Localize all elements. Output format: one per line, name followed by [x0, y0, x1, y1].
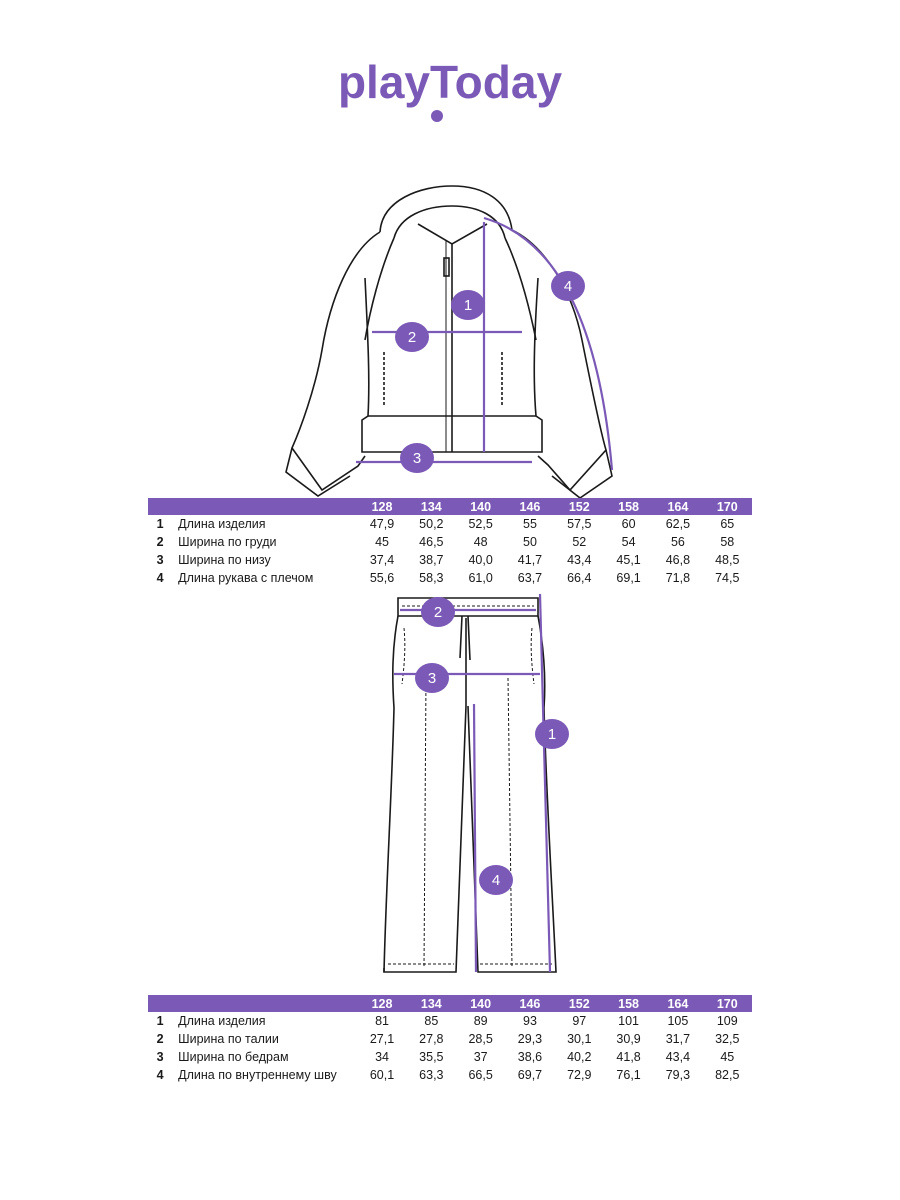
svg-text:2: 2: [433, 604, 443, 621]
size-header: 134: [407, 995, 456, 1012]
cell-value: 97: [572, 1014, 587, 1028]
row-number: 3: [156, 553, 164, 567]
cell-value: 50,2: [419, 517, 444, 531]
jacket-diagram: [0, 180, 900, 500]
table-row: [148, 1012, 752, 1030]
row-label: Длина изделия: [178, 1014, 266, 1028]
logo-dot: [431, 110, 443, 122]
cell-value: 45,1: [616, 553, 641, 567]
size-header: 164: [653, 498, 702, 515]
row-number: 4: [156, 571, 164, 585]
pants-marker-3: [415, 663, 449, 693]
row-number: 3: [156, 1050, 164, 1064]
cell-value: 55,6: [369, 571, 395, 585]
cell-value: 71,8: [665, 571, 691, 585]
row-label: Ширина по низу: [178, 553, 271, 567]
row-label: Длина по внутреннему шву: [178, 1068, 337, 1082]
size-header: 152: [555, 995, 604, 1012]
cell-value: 85: [424, 1014, 439, 1028]
cell-value: 62,5: [665, 517, 691, 531]
table-row: [148, 1048, 752, 1066]
cell-value: 60: [621, 517, 636, 531]
cell-value: 47,9: [369, 517, 395, 531]
svg-text:4: 4: [563, 278, 573, 295]
size-header: 140: [456, 498, 505, 515]
cell-value: 30,9: [616, 1032, 641, 1046]
table-row: [148, 569, 752, 587]
table-row: [148, 551, 752, 569]
cell-value: 27,1: [369, 1032, 395, 1046]
cell-value: 45: [720, 1050, 735, 1064]
cell-value: 43,4: [567, 553, 592, 567]
cell-value: 40,0: [468, 553, 493, 567]
cell-value: 52,5: [468, 517, 493, 531]
cell-value: 93: [523, 1014, 537, 1028]
svg-text:1: 1: [547, 726, 557, 743]
cell-value: 57,5: [567, 517, 592, 531]
pants-marker-2: [421, 597, 455, 627]
cell-value: 38,7: [419, 553, 444, 567]
size-header: 134: [407, 498, 456, 515]
cell-value: 72,9: [567, 1068, 592, 1082]
jacket-marker-4: [551, 271, 585, 301]
jacket-marker-2: [395, 322, 429, 352]
cell-value: 41,8: [616, 1050, 641, 1064]
cell-value: 56: [670, 535, 685, 549]
pants-table-header: [148, 995, 752, 1012]
cell-value: 35,5: [419, 1050, 444, 1064]
cell-value: 50: [523, 535, 537, 549]
jacket-table-header: [148, 498, 752, 515]
header-label: [172, 995, 357, 1012]
cell-value: 101: [618, 1014, 640, 1028]
size-header: 140: [456, 995, 505, 1012]
cell-value: 109: [716, 1014, 738, 1028]
cell-value: 43,4: [665, 1050, 691, 1064]
cell-value: 76,1: [616, 1068, 641, 1082]
pants-marker-4: [479, 865, 513, 895]
cell-value: 52: [572, 535, 587, 549]
cell-value: 28,5: [468, 1032, 493, 1046]
cell-value: 74,5: [715, 571, 740, 585]
row-number: 1: [156, 517, 164, 531]
header-num: [148, 498, 172, 515]
size-header: 158: [604, 995, 653, 1012]
jacket-markers: [395, 271, 585, 473]
cell-value: 31,7: [665, 1032, 691, 1046]
row-label: Ширина по бедрам: [178, 1050, 289, 1064]
svg-text:2: 2: [407, 329, 417, 346]
header-num: [148, 995, 172, 1012]
size-header: 128: [357, 498, 406, 515]
size-header: 146: [505, 498, 554, 515]
cell-value: 81: [375, 1014, 389, 1028]
pants-diagram: [0, 588, 900, 988]
jacket-marker-1: [451, 290, 485, 320]
cell-value: 46,8: [665, 553, 691, 567]
cell-value: 27,8: [419, 1032, 444, 1046]
pants-size-table: [148, 995, 752, 1084]
brand-logo: [300, 50, 600, 130]
row-label: Длина изделия: [178, 517, 266, 531]
size-header: 164: [653, 995, 702, 1012]
cell-value: 69,7: [517, 1068, 543, 1082]
cell-value: 63,3: [419, 1068, 444, 1082]
cell-value: 69,1: [616, 571, 641, 585]
row-number: 2: [156, 1032, 164, 1046]
cell-value: 46,5: [419, 535, 444, 549]
cell-value: 61,0: [468, 571, 493, 585]
cell-value: 34: [375, 1050, 389, 1064]
svg-text:3: 3: [412, 450, 422, 467]
size-header: 170: [703, 995, 752, 1012]
cell-value: 45: [375, 535, 389, 549]
size-header: 152: [555, 498, 604, 515]
row-number: 4: [156, 1068, 164, 1082]
jacket-marker-3: [400, 443, 434, 473]
cell-value: 105: [667, 1014, 689, 1028]
cell-value: 32,5: [715, 1032, 740, 1046]
cell-value: 48,5: [715, 553, 740, 567]
cell-value: 55: [523, 517, 537, 531]
table-row: [148, 1066, 752, 1084]
size-header: 158: [604, 498, 653, 515]
table-row: [148, 515, 752, 533]
svg-text:3: 3: [427, 670, 437, 687]
cell-value: 58: [720, 535, 735, 549]
cell-value: 82,5: [715, 1068, 740, 1082]
row-number: 2: [156, 535, 164, 549]
cell-value: 54: [621, 535, 636, 549]
row-label: Длина рукава с плечом: [178, 571, 314, 585]
row-number: 1: [156, 1014, 164, 1028]
logo-text: playToday: [337, 56, 563, 108]
cell-value: 63,7: [517, 571, 543, 585]
cell-value: 41,7: [517, 553, 543, 567]
header-label: [172, 498, 357, 515]
cell-value: 40,2: [567, 1050, 592, 1064]
cell-value: 58,3: [419, 571, 444, 585]
table-row: [148, 533, 752, 551]
svg-text:4: 4: [491, 872, 501, 889]
cell-value: 48: [473, 535, 488, 549]
cell-value: 66,4: [567, 571, 592, 585]
pants-marker-1: [535, 719, 569, 749]
size-header: 170: [703, 498, 752, 515]
cell-value: 60,1: [369, 1068, 395, 1082]
cell-value: 66,5: [468, 1068, 493, 1082]
size-header: 146: [505, 995, 554, 1012]
cell-value: 38,6: [517, 1050, 543, 1064]
cell-value: 29,3: [517, 1032, 543, 1046]
cell-value: 30,1: [567, 1032, 592, 1046]
cell-value: 89: [473, 1014, 488, 1028]
cell-value: 79,3: [665, 1068, 691, 1082]
jacket-size-table: [148, 498, 752, 587]
cell-value: 37,4: [369, 553, 395, 567]
cell-value: 37: [473, 1050, 488, 1064]
table-row: [148, 1030, 752, 1048]
cell-value: 65: [720, 517, 735, 531]
row-label: Ширина по талии: [178, 1032, 279, 1046]
svg-text:1: 1: [463, 297, 473, 314]
size-header: 128: [357, 995, 406, 1012]
row-label: Ширина по груди: [178, 535, 277, 549]
